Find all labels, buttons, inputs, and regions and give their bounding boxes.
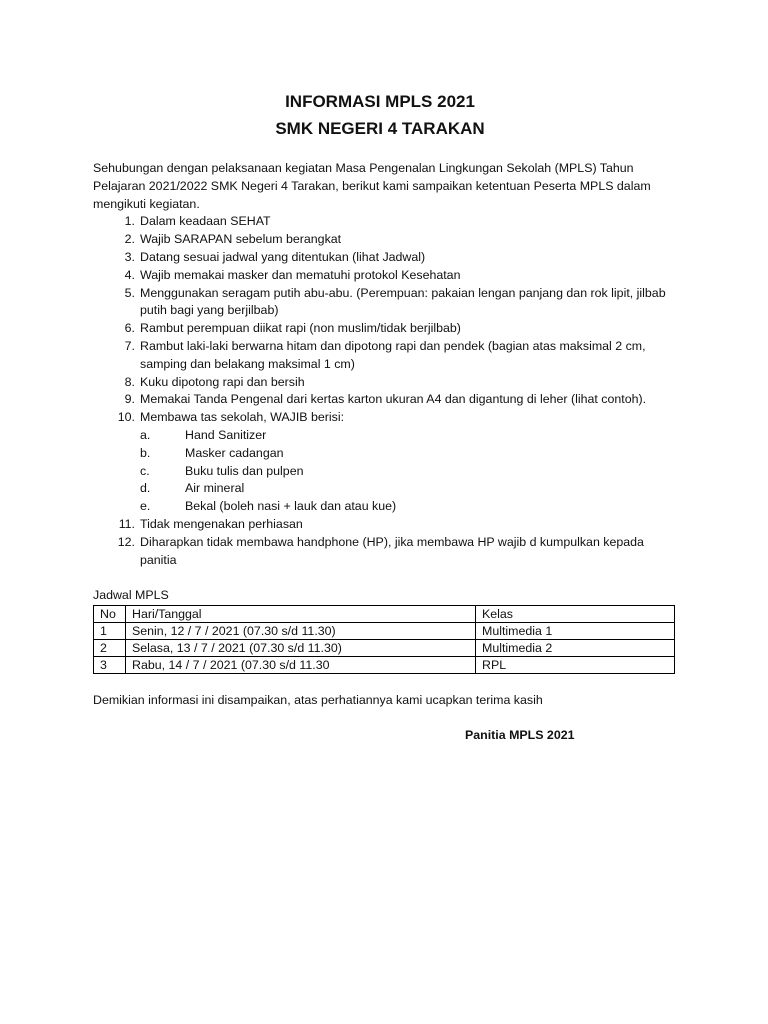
schedule-label: Jadwal MPLS	[93, 588, 169, 603]
header-cell: Kelas	[476, 606, 675, 623]
table-cell: Multimedia 2	[476, 640, 675, 657]
table-header-row	[94, 606, 675, 623]
document-page	[93, 88, 677, 745]
bag-item: b. Masker cadangan	[140, 445, 284, 460]
table-row	[94, 640, 675, 657]
bag-item: e. Bekal (boleh nasi + lauk dan atau kue)	[140, 499, 397, 514]
closing-paragraph: Demikian informasi ini disampaikan, atas perhatiannya kami ucapkan terima kasih	[93, 693, 543, 708]
header-cell: Hari/Tanggal	[126, 606, 476, 623]
rule-item: 4. Wajib memakai masker dan mematuhi protokol Kesehatan	[124, 267, 461, 282]
rule-item: 3. Datang sesuai jadwal yang ditentukan (lihat Jadwal)	[124, 249, 426, 264]
bag-item: d. Air mineral	[140, 481, 245, 496]
header-cell: No	[94, 606, 126, 623]
rule-item: 8. Kuku dipotong rapi dan bersih	[124, 374, 305, 389]
table-cell: 1	[94, 623, 126, 640]
rule-item: 5. Menggunakan seragam putih abu-abu. (Perempuan: pakaian lengan panjang dan rok lipit, jilbab putih bagi yang berjilbab)	[124, 285, 666, 318]
rule-item: 11. Tidak mengenakan perhiasan	[118, 516, 303, 531]
intro-paragraph: Sehubungan dengan pelaksanaan kegiatan Masa Pengenalan Lingkungan Sekolah (MPLS) Tahun Pelajaran 2021/2022 SMK Negeri 4 Tarakan, berikut kami sampaikan ketentuan Peserta MPLS dalam mengikuti kegiatan.	[93, 161, 651, 211]
table-cell: Multimedia 1	[476, 623, 675, 640]
rule-item: 9. Memakai Tanda Pengenal dari kertas karton ukuran A4 dan digantung di leher (lihat contoh).	[124, 392, 647, 407]
title-line-2: SMK NEGERI 4 TARAKAN	[275, 119, 485, 138]
document-title	[83, 88, 677, 142]
title-line-1: INFORMASI MPLS 2021	[285, 92, 475, 111]
table-cell: Rabu, 14 / 7 / 2021 (07.30 s/d 11.30	[126, 657, 476, 674]
table-row	[94, 657, 675, 674]
signature: Panitia MPLS 2021	[465, 727, 575, 742]
table-row	[94, 623, 675, 640]
table-cell: RPL	[476, 657, 675, 674]
schedule-table	[93, 605, 675, 674]
rule-item: 6. Rambut perempuan diikat rapi (non muslim/tidak berjilbab)	[124, 321, 461, 336]
rules-list	[93, 213, 677, 569]
rule-item: 2. Wajib SARAPAN sebelum berangkat	[124, 232, 342, 247]
table-cell: Senin, 12 / 7 / 2021 (07.30 s/d 11.30)	[126, 623, 476, 640]
bag-item: a. Hand Sanitizer	[140, 427, 267, 442]
table-cell: Selasa, 13 / 7 / 2021 (07.30 s/d 11.30)	[126, 640, 476, 657]
rule-item: 1. Dalam keadaan SEHAT	[124, 214, 271, 229]
bag-items-list	[140, 427, 677, 516]
rule-item: 12. Diharapkan tidak membawa handphone (HP), jika membawa HP wajib d kumpulkan kepada panitia	[117, 534, 644, 567]
rule-item: 7. Rambut laki-laki berwarna hitam dan dipotong rapi dan pendek (bagian atas maksimal 2 cm, samping dan belakang maksimal 1 cm)	[124, 338, 646, 371]
bag-item: c. Buku tulis dan pulpen	[140, 463, 304, 478]
table-cell: 2	[94, 640, 126, 657]
rule-item: 10. Membawa tas sekolah, WAJIB berisi: a. Hand Sanitizer b. Masker cadangan c. Buku tulis dan pulpen d. Air mineral e. Bekal (boleh nasi + lauk dan atau kue)	[93, 409, 677, 516]
table-cell: 3	[94, 657, 126, 674]
